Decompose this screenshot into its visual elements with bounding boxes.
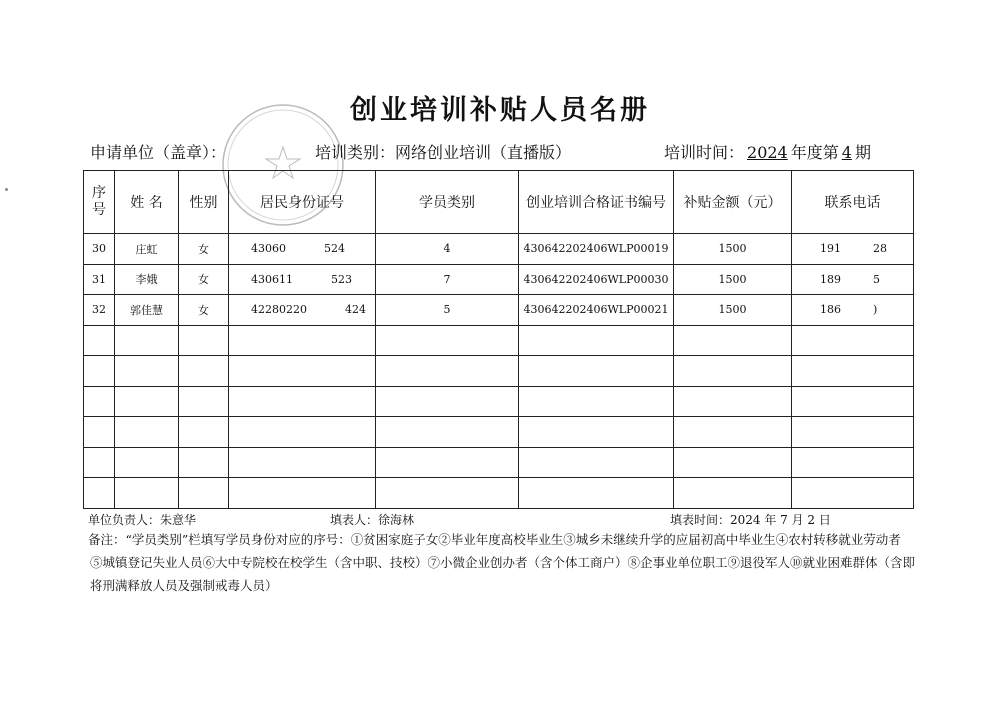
empty-cell [674, 325, 792, 356]
empty-cell [792, 386, 914, 417]
empty-cell [84, 386, 115, 417]
empty-cell [674, 417, 792, 448]
phone-suffix: 28 [873, 242, 887, 256]
empty-cell [376, 356, 519, 387]
empty-cell [376, 447, 519, 478]
empty-cell [179, 447, 229, 478]
empty-cell [115, 356, 179, 387]
empty-cell [84, 325, 115, 356]
applicant-unit-label: 申请单位（盖章）： [90, 143, 227, 162]
note-line-1: 备注：“学员类别”栏填写学员身份对应的序号：①贫困家庭子女②毕业年度高校毕业生③城乡未继续升学的应届初高中毕业生④农村转移就业劳动者 [88, 532, 901, 547]
training-year-suffix: 年度第 [790, 143, 839, 162]
empty-cell [792, 356, 914, 387]
cert-cell: 430642202406WLP00030 [519, 264, 674, 295]
empty-cell [115, 417, 179, 448]
column-header: 姓 名 [115, 171, 179, 234]
phone-prefix: 189 [820, 272, 841, 286]
fill-date: 填表时间：2024 年 7 月 2 日 [670, 513, 831, 527]
id-number-cell [229, 295, 376, 326]
empty-table-row [84, 417, 914, 448]
empty-cell [179, 478, 229, 509]
empty-cell [229, 325, 376, 356]
empty-cell [674, 478, 792, 509]
empty-cell [229, 478, 376, 509]
training-category [315, 140, 571, 163]
column-header: 创业培训合格证书编号 [519, 171, 674, 234]
empty-table-row [84, 478, 914, 509]
empty-cell [376, 386, 519, 417]
training-time-label: 培训时间： [664, 143, 745, 162]
empty-cell [674, 386, 792, 417]
column-header: 序号 [84, 171, 115, 234]
no-cell: 31 [84, 264, 115, 295]
phone-cell [792, 234, 914, 265]
empty-table-row [84, 386, 914, 417]
empty-cell [229, 447, 376, 478]
note-line-2: ⑤城镇登记失业人员⑥大中专院校在校学生（含中职、技校）⑦小微企业创办者（含个体工商户）⑧企事业单位职工⑨退役军人⑩就业困难群体（含即 [90, 555, 916, 570]
document-title: 创业培训补贴人员名册 [350, 95, 650, 126]
training-year: 2024 [747, 143, 788, 162]
training-period: 4 [841, 143, 852, 162]
training-category-label: 培训类别： [315, 143, 396, 162]
phone-suffix: 5 [873, 272, 880, 286]
training-time [664, 140, 871, 163]
table-header-row [84, 171, 914, 234]
empty-cell [519, 478, 674, 509]
empty-table-row [84, 325, 914, 356]
empty-cell [792, 478, 914, 509]
empty-cell [376, 325, 519, 356]
cert-cell: 430642202406WLP00021 [519, 295, 674, 326]
empty-cell [674, 356, 792, 387]
gender-cell: 女 [179, 295, 229, 326]
id-prefix: 430611 [251, 272, 293, 286]
id-suffix: 424 [345, 303, 366, 317]
amount-cell: 1500 [674, 295, 792, 326]
empty-cell [84, 447, 115, 478]
amount-cell: 1500 [674, 234, 792, 265]
empty-cell [84, 478, 115, 509]
phone-cell [792, 264, 914, 295]
empty-cell [179, 325, 229, 356]
cert-cell: 430642202406WLP00019 [519, 234, 674, 265]
empty-cell [115, 478, 179, 509]
empty-cell [229, 386, 376, 417]
empty-cell [376, 478, 519, 509]
training-category-value: 网络创业培训（直播版） [395, 143, 572, 162]
empty-cell [115, 325, 179, 356]
empty-cell [519, 386, 674, 417]
empty-cell [115, 447, 179, 478]
empty-cell [179, 417, 229, 448]
id-suffix: 524 [324, 242, 345, 256]
no-cell: 30 [84, 234, 115, 265]
id-prefix: 43060 [251, 242, 286, 256]
empty-cell [792, 325, 914, 356]
empty-cell [376, 417, 519, 448]
id-suffix: 523 [331, 272, 352, 286]
column-header: 居民身份证号 [229, 171, 376, 234]
empty-cell [519, 356, 674, 387]
table-row [84, 295, 914, 326]
form-filler: 填表人：徐海林 [330, 513, 415, 527]
no-cell: 32 [84, 295, 115, 326]
gender-cell: 女 [179, 264, 229, 295]
name-cell: 郭佳慧 [115, 295, 179, 326]
empty-cell [519, 417, 674, 448]
id-number-cell [229, 264, 376, 295]
empty-cell [115, 386, 179, 417]
empty-cell [179, 356, 229, 387]
empty-cell [792, 447, 914, 478]
roster-table [83, 170, 914, 509]
category-cell: 5 [376, 295, 519, 326]
phone-prefix: 191 [820, 242, 841, 256]
empty-cell [674, 447, 792, 478]
empty-cell [519, 325, 674, 356]
training-period-suffix: 期 [854, 143, 871, 162]
column-header: 联系电话 [792, 171, 914, 234]
empty-table-row [84, 447, 914, 478]
column-header: 补贴金额（元） [674, 171, 792, 234]
column-header: 学员类别 [376, 171, 519, 234]
table-row [84, 234, 914, 265]
empty-cell [519, 447, 674, 478]
empty-table-row [84, 356, 914, 387]
id-prefix: 42280220 [251, 303, 307, 317]
gender-cell: 女 [179, 234, 229, 265]
category-cell: 7 [376, 264, 519, 295]
empty-cell [84, 417, 115, 448]
phone-prefix: 186 [820, 303, 841, 317]
empty-cell [84, 356, 115, 387]
empty-cell [179, 386, 229, 417]
column-header: 性别 [179, 171, 229, 234]
phone-suffix: ) [873, 303, 878, 317]
scan-speck [5, 188, 8, 191]
empty-cell [229, 417, 376, 448]
table-row [84, 264, 914, 295]
category-cell: 4 [376, 234, 519, 265]
empty-cell [792, 417, 914, 448]
note-line-3: 将刑满释放人员及强制戒毒人员） [90, 578, 278, 593]
name-cell: 庄虹 [115, 234, 179, 265]
amount-cell: 1500 [674, 264, 792, 295]
name-cell: 李娥 [115, 264, 179, 295]
phone-cell [792, 295, 914, 326]
empty-cell [229, 356, 376, 387]
unit-leader: 单位负责人：朱意华 [88, 513, 197, 527]
id-number-cell [229, 234, 376, 265]
